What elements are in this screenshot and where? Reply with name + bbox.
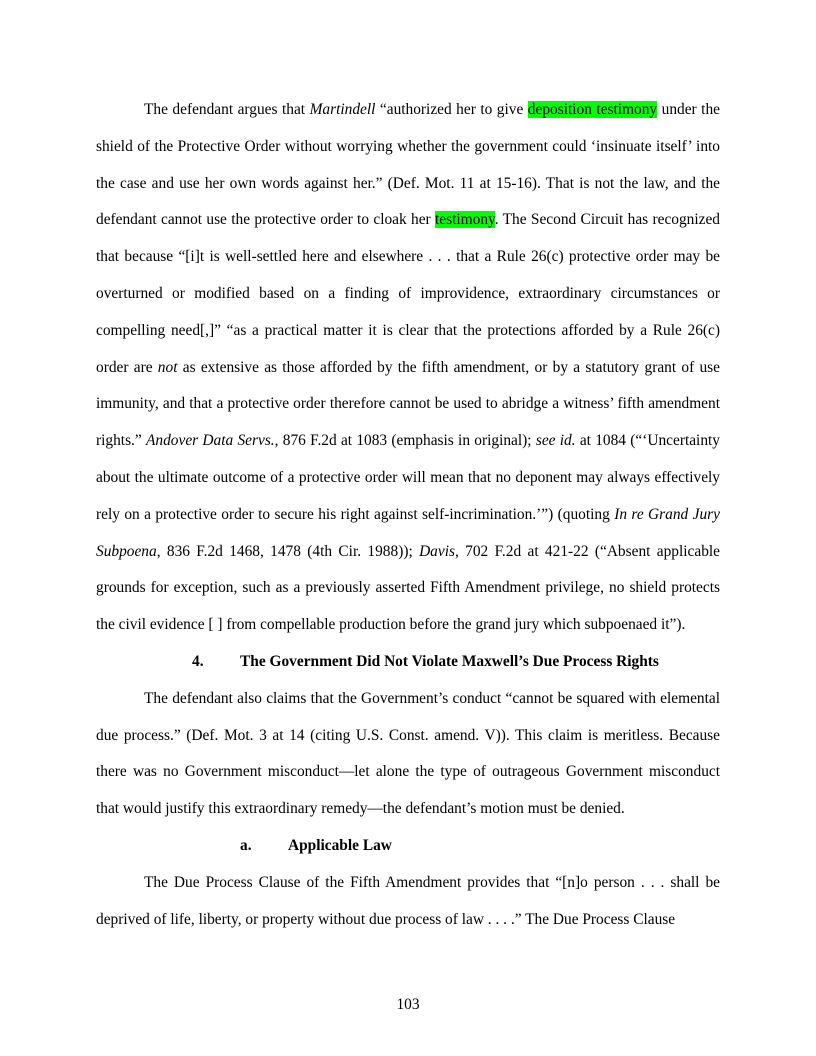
section-title: The Government Did Not Violate Maxwell’s Due Process Rights: [240, 652, 659, 670]
section-heading-4: [96, 644, 720, 681]
text-run: , 876 F.2d at 1083 (emphasis in original);: [274, 432, 536, 450]
text-run: The defendant argues that: [144, 101, 310, 118]
text-run: “authorized her to give: [375, 101, 528, 118]
highlight-deposition-testimony: deposition testimony: [527, 101, 658, 118]
document-body: [96, 92, 720, 938]
case-name-davis: Davis: [419, 542, 455, 560]
text-run: as extensive as those afforded by the fifth amendment, or by a statutory grant of use immunity, and that a protective order therefore cannot be used to abridge a witness’ fifth amendment rights.”: [96, 358, 720, 450]
paragraph-due-process-claim: The defendant also claims that the Government’s conduct “cannot be squared with elemental due process.” (Def. Mot. 3 at 14 (citing U.S. Const. amend. V)). This claim is meritless. Because there was no Government misconduct—let alone the type of outrageous Government misconduct that would justify this extraordinary remedy—the defendant’s motion must be denied.: [96, 689, 720, 818]
text-run: under the shield of the Protective Order without worrying whether the government could ‘insinuate itself’ into the case and use her own words against her.” (Def. Mot. 11 at 15-16). That is not the law, and the defendant cannot use the protective order to cloak her: [96, 101, 720, 229]
paragraph-due-process-clause: The Due Process Clause of the Fifth Amendment provides that “[n]o person . . . shall be deprived of life, liberty, or property without due process of law . . . .” The Due Process Clause: [96, 873, 720, 928]
section-number: 4.: [192, 652, 204, 670]
subsection-number: a.: [240, 836, 252, 854]
case-name-martindell: Martindell: [309, 101, 376, 118]
text-run: , 702 F.2d at 421-22 (“Absent applicable grounds for exception, such as a previously asserted Fifth Amendment privilege, no shield protects the civil evidence [ ] from compellable production before the grand jury which subpoenaed it”).: [96, 542, 720, 634]
case-name-grand-jury: In re Grand Jury Subpoena: [96, 505, 720, 560]
text-run: at 1084 (“‘Uncertainty about the ultimate outcome of a protective order will mean that no deponent may always effectively rely on a protective order to secure his right against self-incrimination.’”) (quoting: [96, 432, 720, 523]
citation-see-id: see id.: [535, 432, 576, 450]
emphasis-not: not: [157, 358, 178, 376]
text-run: , 836 F.2d 1468, 1478 (4th Cir. 1988));: [156, 542, 420, 560]
page-number: 103: [396, 996, 420, 1013]
subsection-heading-a: [96, 828, 720, 865]
case-name-andover: Andover Data Servs.: [146, 432, 275, 450]
highlight-testimony: testimony: [435, 211, 495, 229]
subsection-title: Applicable Law: [288, 836, 392, 854]
paragraph-martindell: [96, 92, 720, 644]
text-run: . The Second Circuit has recognized that because “[i]t is well-settled here and elsewhere . . . that a Rule 26(c) protective order may be overturned or modified based on a finding of improvidence, extraordinary circumstances or compelling need[,]” “as a practical matter it is clear that the protections afforded by a Rule 26(c) order are: [96, 211, 720, 376]
